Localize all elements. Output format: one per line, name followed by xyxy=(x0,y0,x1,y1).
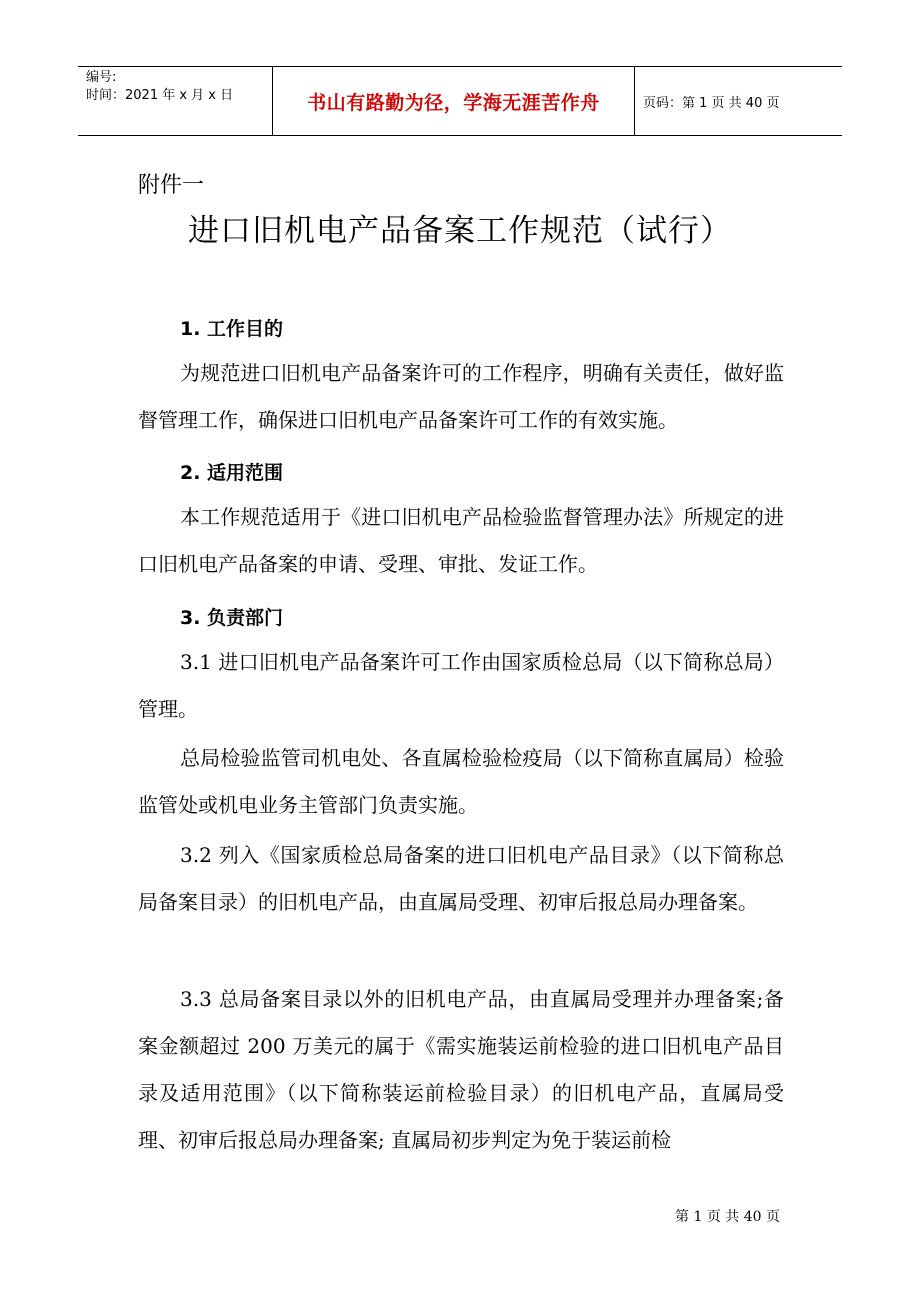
code-label: 编号: xyxy=(86,70,117,85)
paragraph: 总局检验监管司机电处、各直属检验检疫局（以下简称直属局）检验监管处或机电业务主管部门负责实施。 xyxy=(138,746,784,817)
section-heading-2: 2. 适用范围 xyxy=(180,462,284,484)
paragraph: 为规范进口旧机电产品备案许可的工作程序，明确有关责任，做好监督管理工作，确保进口旧机电产品备案许可工作的有效实施。 xyxy=(138,361,784,432)
section-heading-3: 3. 负责部门 xyxy=(180,607,284,629)
date-label: 时间：2021 年 x 月 x 日 xyxy=(86,88,234,103)
paragraph: 3.1 进口旧机电产品备案许可工作由国家质检总局（以下简称总局）管理。 xyxy=(138,650,784,721)
header-page-label: 页码：第 1 页 共 40 页 xyxy=(643,95,780,111)
attachment-label: 附件一 xyxy=(138,173,205,198)
page-title: 进口旧机电产品备案工作规范（试行） xyxy=(188,213,732,249)
header-motto: 书山有路勤为径，学海无涯苦作舟 xyxy=(273,67,635,135)
page-footer: 第 1 页 共 40 页 xyxy=(675,1209,780,1225)
paragraph: 3.2 列入《国家质检总局备案的进口旧机电产品目录》（以下简称总局备案目录）的旧机电产品，由直属局受理、初审后报总局办理备案。 xyxy=(138,843,784,914)
paragraph: 3.3 总局备案目录以外的旧机电产品，由直属局受理并办理备案;备案金额超过 200 万美元的属于《需实施装运前检验的进口旧机电产品目录及适用范围》（以下简称装运前检验目录）的旧机电产品，直属局受理、初审后报总局办理备案; 直属局初步判定为免于装运前检 xyxy=(138,987,784,1152)
header-meta xyxy=(78,67,273,135)
paragraph: 本工作规范适用于《进口旧机电产品检验监督管理办法》所规定的进口旧机电产品备案的申请、受理、审批、发证工作。 xyxy=(138,505,784,576)
section-heading-1: 1. 工作目的 xyxy=(180,318,284,340)
document-header xyxy=(78,66,842,136)
